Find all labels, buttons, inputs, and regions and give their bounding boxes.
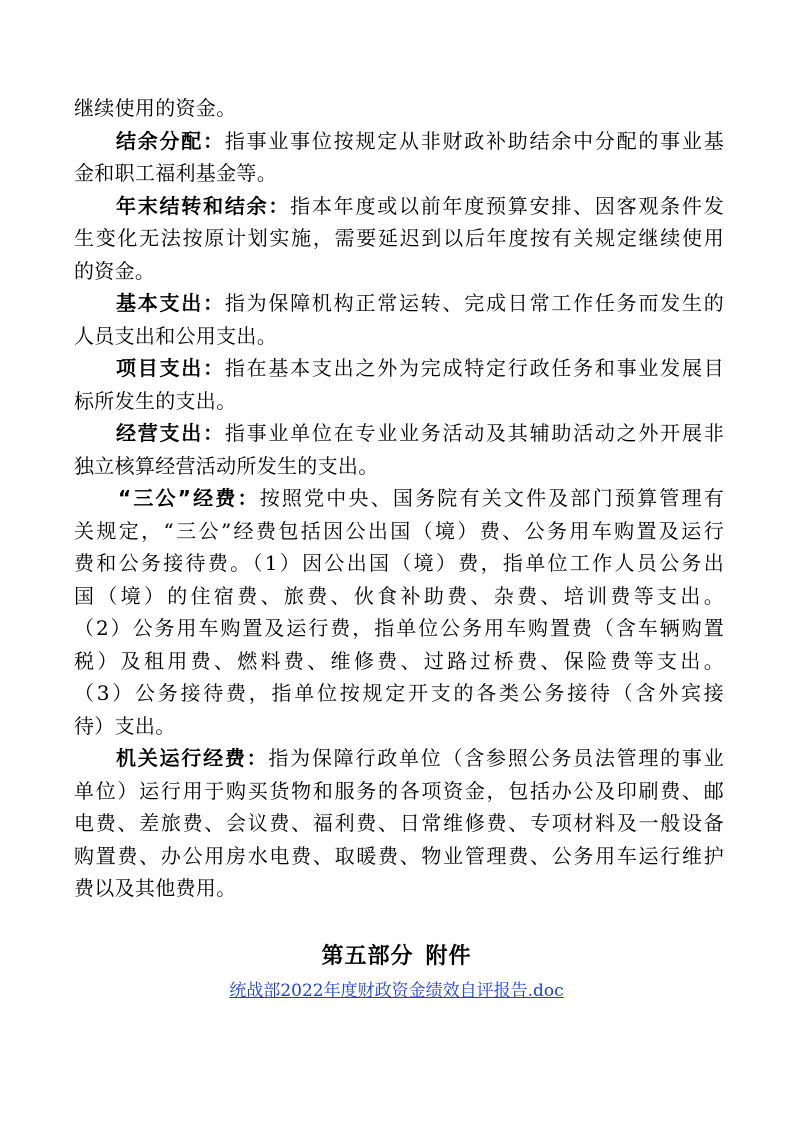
text-line (74, 352, 724, 385)
paragraph-basic-expenditure (74, 287, 724, 352)
text-line: 费和公务接待费。（1）因公出国（境）费，指单位工作人员公务出 (74, 551, 724, 575)
paragraph-project-expenditure (74, 352, 724, 417)
text-line: 电费、差旅费、会议费、福利费、日常维修费、专项材料及一般设备 (74, 811, 724, 835)
text-line: 独立核算经营活动所发生的支出。 (74, 453, 379, 478)
text-line: 国（境）的住宿费、旅费、伙食补助费、杂费、培训费等支出。 (74, 583, 724, 608)
definition-text: 指事业事位按规定从非财政补助结余中分配的事业基 (224, 128, 725, 153)
term-label: “三公”经费： (118, 486, 260, 510)
text-line (74, 287, 724, 320)
term-label: 基本支出： (116, 291, 225, 315)
term-label: 结余分配： (116, 128, 225, 153)
text-line (74, 417, 724, 450)
paragraph-year-end-carryover (74, 190, 724, 288)
text-line: 标所发生的支出。 (74, 388, 237, 413)
definition-text: 指本年度或以前年度预算安排、因客观条件发 (290, 193, 725, 218)
paragraph-three-public-expenses (74, 482, 724, 742)
paragraph-operating-expenditure (74, 417, 724, 482)
definition-text: 指在基本支出之外为完成特定行政任务和事业发展目 (224, 356, 725, 380)
document-body (74, 92, 724, 905)
text-line: 生变化无法按原计划实施，需要延迟到以后年度按有关规定继续使用 (74, 226, 724, 250)
text-line: 人员支出和公用支出。 (74, 323, 277, 348)
attachment-link[interactable]: 统战部2022年度财政资金绩效自评报告.doc (229, 981, 564, 1001)
text-line: 待）支出。 (74, 713, 176, 738)
section-heading (0, 942, 793, 972)
paragraph-agency-operating-funds (74, 742, 724, 905)
term-label: 年末结转和结余： (116, 193, 291, 218)
text-line: 继续使用的资金。 (74, 96, 237, 120)
text-line: 金和职工福利基金等。 (74, 161, 277, 185)
text-line: 购置费、办公用房水电费、取暖费、物业管理费、公务用车运行维护 (74, 843, 724, 868)
paragraph-carryover (74, 92, 724, 125)
text-line (74, 482, 724, 515)
text-line: 单位）运行用于购买货物和服务的各项资金，包括办公及印刷费、邮 (74, 778, 724, 803)
paragraph-surplus-distribution (74, 125, 724, 190)
text-line: 费以及其他费用。 (74, 876, 237, 900)
text-line: 的资金。 (74, 258, 156, 283)
text-line (74, 125, 724, 158)
definition-text: 按照党中央、国务院有关文件及部门预算管理有 (259, 486, 725, 510)
text-line: 关规定，“三公”经费包括因公出国（境）费、公务用车购置及运行 (74, 518, 724, 543)
section-title: 附件 (425, 944, 472, 969)
term-label: 机关运行经费： (116, 746, 269, 770)
text-line: 税）及租用费、燃料费、维修费、过路过桥费、保险费等支出。 (74, 648, 724, 673)
text-line: （3）公务接待费，指单位按规定开支的各类公务接待（含外宾接 (74, 681, 724, 705)
definition-text: 指为保障机构正常运转、完成日常工作任务而发生的 (224, 291, 725, 315)
term-label: 项目支出： (116, 356, 225, 380)
definition-text: 指为保障行政单位（含参照公务员法管理的事业 (268, 746, 724, 770)
section-number: 第五部分 (321, 944, 414, 969)
definition-text: 指事业单位在专业业务活动及其辅助活动之外开展非 (224, 421, 725, 445)
text-line (74, 190, 724, 223)
term-label: 经营支出： (116, 421, 225, 445)
text-line: （2）公务用车购置及运行费，指单位公务用车购置费（含车辆购置 (74, 616, 724, 640)
text-line (74, 742, 724, 775)
